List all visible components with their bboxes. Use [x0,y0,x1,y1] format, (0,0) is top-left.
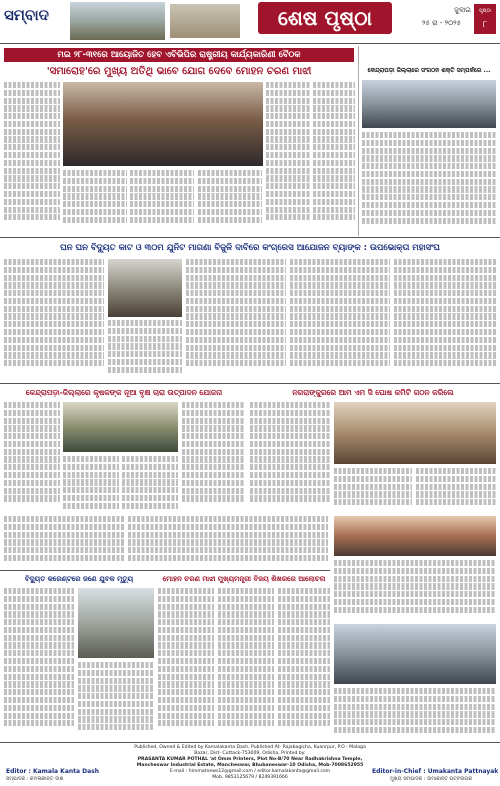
second-text-col-4 [290,259,390,379]
issue-date: ୨୫ ରା - ୨୦୨୫ [421,19,462,27]
masthead [0,0,500,42]
right-top-text [362,132,496,232]
editor-in-chief-label-odia: ମୁଖ୍ୟ ସମ୍ପାଦକ : ଉମାକାନ୍ତ ପଟ୍ଟନାୟକ [390,776,473,782]
row3-text-col-5 [250,402,330,512]
editor-in-chief-label: Editor-in-Chief : Umakanta Pattnayak [372,768,499,775]
row4-left-photo [78,588,154,658]
lead-text-col-2 [63,170,127,232]
row3-text-col-2 [63,456,119,512]
page-number-box: ପୃଷ୍ଠା ୮ [474,4,496,34]
second-text-col-5 [394,259,496,379]
masthead-divider [0,43,500,44]
lead-kicker: ମଇ ୨୮-୩୧ରେ ଆୟୋଜିତ ହେବ ଏବିଭିପିର ରାଷ୍ଟ୍ରୀୟ କାର୍ଯ୍ୟକାରିଣୀ ବୈଠକ [4,48,354,62]
lead-text-col-1 [4,82,60,232]
editor-label-odia: ସମ୍ପାଦକ : କମଳାକାନ୍ତ ଦାଶ [6,776,64,782]
row4-right-text [334,688,496,738]
row3-right-headline: ନଗରାଙ୍କୁରରେ ଆମ ଏମ ସି ଘୋଷ କମିଟି ଗଠନ କରିଲେ [292,387,454,397]
row3-text-col-7 [416,468,496,512]
row3-right-photo [334,402,496,464]
second-text-col-2 [108,320,182,378]
row3-text-col-1 [4,402,60,512]
row4-text-col-3 [158,588,214,738]
portraits-caption-text [334,560,496,620]
lead-photo [63,82,263,166]
lead-text-col-5 [266,82,310,232]
masthead-photo [70,2,165,40]
imprint [130,745,370,781]
imprint-phone: Mob. 9853125679 / 8249391666 [212,775,288,780]
row3-text-col-4 [182,402,244,512]
section-divider-2 [0,383,500,384]
second-photo [108,259,182,317]
row3b-text-col-2 [128,516,328,566]
lead-text-col-3 [130,170,194,232]
second-text-col-3 [186,259,286,379]
imprint-line-1: Published, Owned & Edited by Kamalakanta Dash, Published At- Rajabagicha, Kuanrpur, P.O.- Malaga Bazar, Dist- Cuttack-753009, Odisha, Printed by: [134,745,366,756]
second-text-col-1 [4,259,104,379]
row3-left-headline: କେନ୍ଦ୍ରାପଡ଼ା-ଜିଲ୍ଲାରେ କୃଷକଙ୍କ ନୂଆ ବୃକ୍ଷ ଚାରା ଉତ୍ପାଦନ ଯୋଜନା [25,387,223,397]
editor-label: Editor : Kamala Kanta Dash [6,768,100,775]
second-headline: ଘନ ଘନ ବିଦ୍ୟୁତ କାଟ ଓ ୩୦ମ ଯୁନିଟ ମାଗଣା ବିଜୁଳି ଦାବିରେ କଂଗ୍ରେସ ଆଯୋଜନ ବ୍ୟାଙ୍କ : ଉପଭୋକ୍ତା ମହାସଂଘ [60,243,440,253]
right-top-headline: କେନ୍ଦ୍ରାପଡ଼ା ଜିଲ୍ଲାରେ ସଂଗଠନ ଶକ୍ତି ସମ୍ପର୍କରେ ... [367,67,491,74]
masthead-photo-2 [170,4,240,38]
right-top-photo [362,80,496,128]
row4-left-headline: ବିଦ୍ୟୁତ କରେଣ୍ଟରେ ଜଣେ ଯୁବକ ମୃତ୍ୟୁ [24,574,134,583]
section-title: ଶେଷ ପୃଷ୍ଠା [258,2,392,34]
row3b-text-col-1 [4,516,124,566]
column-divider [358,46,359,236]
row3-text-col-6 [334,468,412,512]
row4-mid-headline: ମୋହନ ଚରଣ ମାଝୀ ମୁଖ୍ୟମନ୍ତ୍ରୀ ବିଜୟ ଶିଖରରେ ଆଲୋଚନା [162,574,326,583]
imprint-line-2: PRASANTA KUMAR POTHAL 'at Omm Printers, Plot No-B/70 Near Radhakrishna Temple, Mancheswar Industrial Estate, Mancheswar, Bhubaneswar-10 Odisha, Mob-7008652955 [136,757,364,768]
section-divider-3 [0,570,330,571]
footer-divider [0,742,500,743]
issue-month: ଜୁଲାଇ [454,6,471,14]
section-divider-1 [0,237,500,238]
imprint-email: E-mail : himmatnews12@gmail.com / editor.kamalakanta@gmail.com [169,769,331,774]
portraits-strip [334,516,496,556]
newspaper-logo: ସମ୍ବାଦ [4,6,49,24]
row4-text-col-1 [4,588,74,738]
page-number: ୮ [482,20,488,30]
lead-headline: 'ସମାରୋହ'ରେ ମୁଖ୍ୟ ଅତିଥି ଭାବେ ଯୋଗ ଦେବେ ମୋହନ ଚରଣ ମାଝୀ [46,65,312,77]
row3-text-col-3 [122,456,178,512]
row4-right-photo [334,624,496,684]
row4-text-col-2 [78,662,154,738]
row4-text-col-4 [218,588,274,738]
row4-text-col-5 [278,588,330,738]
lead-text-col-4 [198,170,262,232]
lead-text-col-6 [313,82,355,232]
row3-left-photo [63,402,178,452]
